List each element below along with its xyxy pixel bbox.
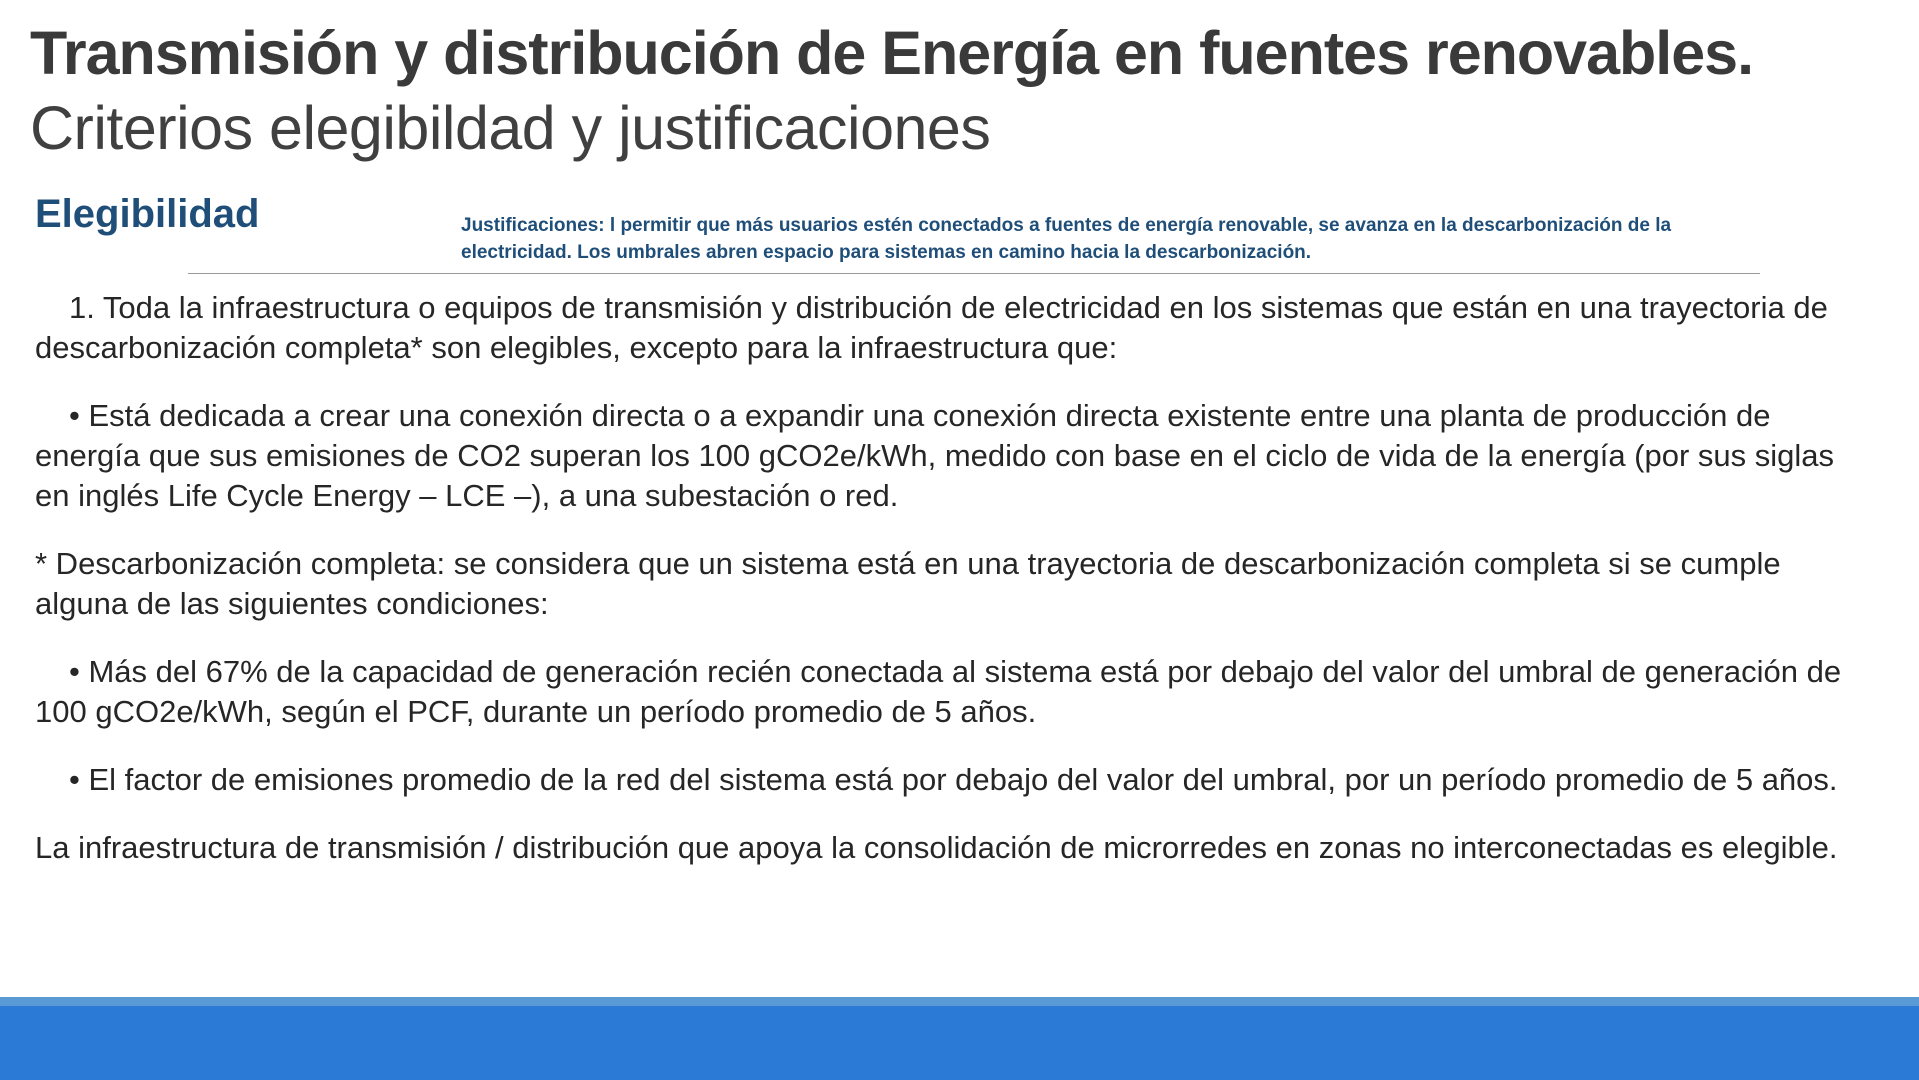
title-main: Transmisión y distribución de Energía en fuentes renovables. — [30, 19, 1754, 87]
paragraph-text: • El factor de emisiones promedio de la red del sistema está por debajo del valor del umbral, por un período promedio de 5 años. — [69, 762, 1838, 797]
footer-bar — [0, 1006, 1919, 1080]
paragraph-footnote — [35, 544, 1875, 624]
paragraph-condition-2 — [35, 760, 1875, 800]
slide-title — [30, 14, 1890, 164]
footer-accent-stripe — [0, 997, 1919, 1006]
divider-line — [188, 273, 1760, 274]
paragraph-criterion-1 — [35, 288, 1875, 368]
body-content — [35, 288, 1875, 896]
justification-text: Justificaciones: l permitir que más usuarios estén conectados a fuentes de energía renovable, se avanza en la descarbonización de la electricidad. Los umbrales abren espacio para sistemas en camino hacia la descarbonización. — [461, 215, 1672, 263]
paragraph-text: * Descarbonización completa: se considera que un sistema está en una trayectoria de descarbonización completa si se cumple alguna de las siguientes condiciones: — [35, 546, 1781, 621]
title-subtitle: Criterios elegibildad y justificaciones — [30, 94, 991, 162]
paragraph-text: La infraestructura de transmisión / distribución que apoya la consolidación de microrredes en zonas no interconectadas es elegible. — [35, 830, 1838, 865]
paragraph-text: • Está dedicada a crear una conexión directa o a expandir una conexión directa existente entre una planta de producción de energía que sus emisiones de CO2 superan los 100 gCO2e/kWh, medido con base en el ciclo de vida de la energía (por sus siglas en inglés Life Cycle Energy – LCE –), a una subestación o red. — [35, 398, 1835, 513]
eligibility-heading: Elegibilidad — [35, 192, 260, 236]
paragraph-condition-1 — [35, 652, 1875, 732]
paragraph-text: 1. Toda la infraestructura o equipos de transmisión y distribución de electricidad en los sistemas que están en una trayectoria de descarbonización completa* son elegibles, excepto para la infraestructura que: — [35, 290, 1828, 365]
paragraph-text: • Más del 67% de la capacidad de generación recién conectada al sistema está por debajo del valor del umbral de generación de 100 gCO2e/kWh, según el PCF, durante un período promedio de 5 años. — [35, 654, 1842, 729]
paragraph-exception-bullet — [35, 396, 1875, 516]
paragraph-microgrids — [35, 828, 1875, 868]
